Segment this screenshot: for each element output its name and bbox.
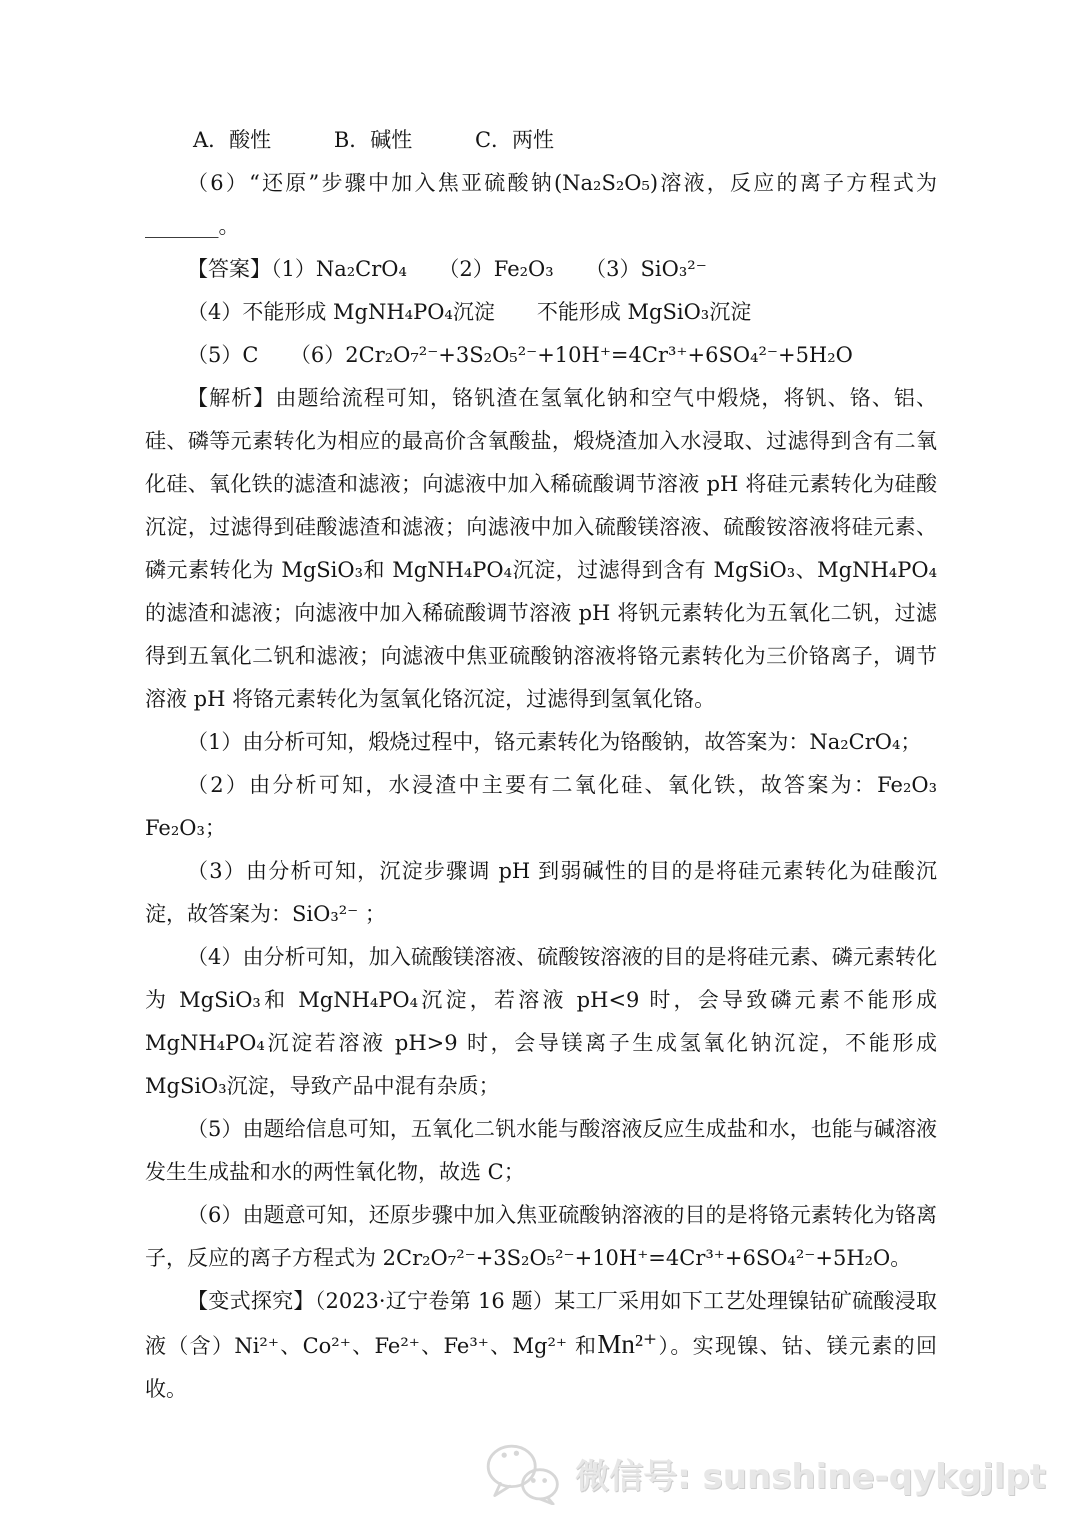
answer-line-3: （5）C （6）2Cr₂O₇²⁻+3S₂O₅²⁻+10H⁺=4Cr³⁺+6SO₄²⁻+5H₂O xyxy=(187,343,853,367)
analysis-point-4: （4）由分析可知，加入硫酸镁溶液、硫酸铵溶液的目的是将硅元素、磷元素转化为 MgSiO₃和 MgNH₄PO₄沉淀，若溶液 pH<9 时，会导致磷元素不能形成 MgNH₄PO₄沉淀若溶液 pH>9 时，会导镁离子生成氢氧化钠沉淀，不能形成 MgSiO₃沉淀，导致产品中混有杂质； xyxy=(145,945,937,1098)
analysis-point-5: （5）由题给信息可知，五氧化二钒水能与酸溶液反应生成盐和水，也能与碱溶液发生生成盐和水的两性氧化物，故选 C； xyxy=(145,1117,937,1184)
question-6: （6）“还原”步骤中加入焦亚硫酸钠(Na₂S₂O₅)溶液，反应的离子方程式为_______。 xyxy=(145,171,937,238)
watermark xyxy=(485,1441,1046,1505)
analysis-point-3: （3）由分析可知，沉淀步骤调 pH 到弱碱性的目的是将硅元素转化为硅酸沉淀，故答案为：SiO₃²⁻ ； xyxy=(145,859,937,926)
answer-line-1: 【答案】（1）Na₂CrO₄ （2）Fe₂O₃ （3）SiO₃²⁻ xyxy=(187,257,707,281)
analysis-point-2: （2）由分析可知，水浸渣中主要有二氧化硅、氧化铁，故答案为：Fe₂O₃ Fe₂O₃； xyxy=(145,773,937,840)
variation-text-start: 【变式探究】（2023·辽宁卷第 16 题）某工厂采用如下工艺处理镍钴矿硫酸浸取液（含）Ni²⁺、Co²⁺、Fe²⁺、Fe³⁺、Mg²⁺ 和 xyxy=(145,1289,937,1358)
variation-paragraph xyxy=(145,1280,937,1411)
variation-text-end: ）。实现镍、钴、镁元素的回收。 xyxy=(145,1334,938,1401)
option-c: C．两性 xyxy=(474,128,555,152)
variation-mn-ion: Mn²⁺ xyxy=(597,1329,658,1359)
options-row xyxy=(145,119,937,162)
analysis-point-6: （6）由题意可知，还原步骤中加入焦亚硫酸钠溶液的目的是将铬元素转化为铬离子，反应的离子方程式为 2Cr₂O₇²⁻+3S₂O₅²⁻+10H⁺=4Cr³⁺+6SO₄²⁻+5H₂O。 xyxy=(145,1203,937,1270)
watermark-text: 微信号: sunshine-qykgjlpt xyxy=(575,1456,1046,1497)
option-b: B．碱性 xyxy=(333,128,413,152)
wechat-icon xyxy=(485,1441,561,1505)
option-a: A．酸性 xyxy=(193,128,272,152)
document-content xyxy=(145,119,937,1411)
analysis-paragraph: 【解析】由题给流程可知，铬钒渣在氢氧化钠和空气中煅烧，将钒、铬、铝、硅、磷等元素转化为相应的最高价含氧酸盐，煅烧渣加入水浸取、过滤得到含有二氧化硅、氧化铁的滤渣和滤液；向滤液中加入稀硫酸调节溶液 pH 将硅元素转化为硅酸沉淀，过滤得到硅酸滤渣和滤液；向滤液中加入硫酸镁溶液、硫酸铵溶液将硅元素、磷元素转化为 MgSiO₃和 MgNH₄PO₄沉淀，过滤得到含有 MgSiO₃、MgNH₄PO₄的滤渣和滤液；向滤液中加入稀硫酸调节溶液 pH 将钒元素转化为五氧化二钒，过滤得到五氧化二钒和滤液；向滤液中焦亚硫酸钠溶液将铬元素转化为三价铬离子，调节溶液 pH 将铬元素转化为氢氧化铬沉淀，过滤得到氢氧化铬。 xyxy=(145,386,937,711)
analysis-point-1: （1）由分析可知，煅烧过程中，铬元素转化为铬酸钠，故答案为：Na₂CrO₄； xyxy=(187,730,922,754)
answer-line-2: （4）不能形成 MgNH₄PO₄沉淀 不能形成 MgSiO₃沉淀 xyxy=(187,300,752,324)
